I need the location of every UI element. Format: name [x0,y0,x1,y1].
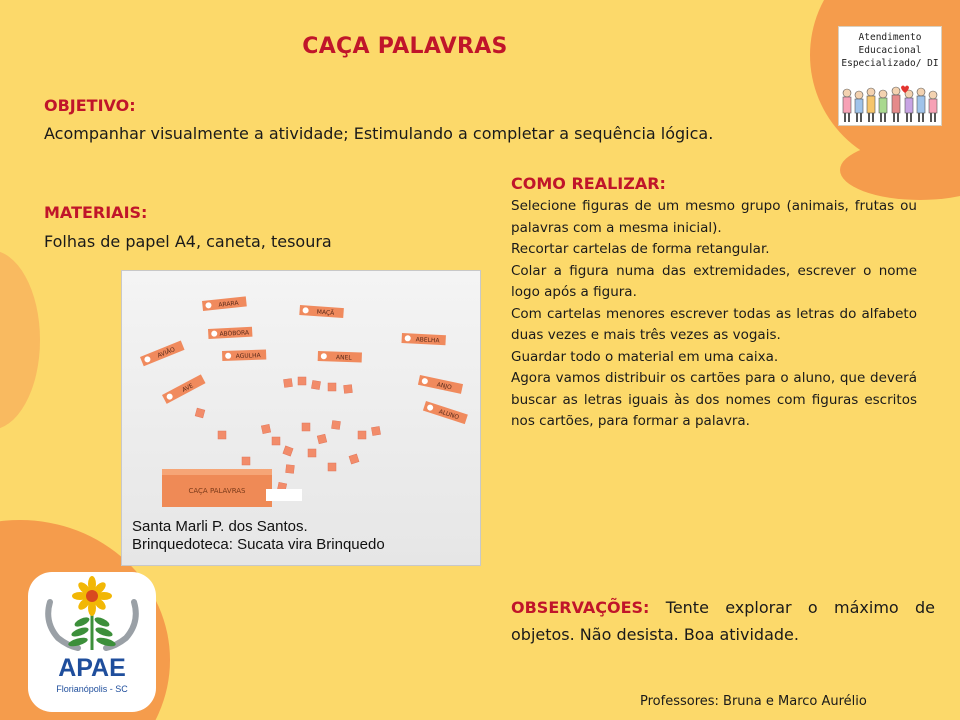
photo-box-label: CAÇA PALAVRAS [188,487,246,495]
aee-logo-line1: Atendimento [858,32,922,43]
slide-title: CAÇA PALAVRAS [302,34,508,59]
step-text: Recortar cartelas de forma retangular. [511,241,770,257]
aee-logo [838,26,942,126]
photo-card-label: ABELHA [415,336,440,345]
aee-logo-line3: Especializado/ DI [841,58,939,69]
materiais-heading: MATERIAIS: [44,203,148,222]
step-text: Selecione figuras de um mesmo grupo (animais, frutas ou palavras com a mesma inicial). [511,198,917,236]
aee-logo-line2: Educacional [858,45,922,56]
photo-card-label: MAÇÃ [316,308,335,317]
objetivo-text: Acompanhar visualmente a atividade; Estimulando a completar a sequência lógica. [44,124,714,143]
step-text: Colar a figura numa das extremidades, escrever o nome logo após a figura. [511,262,917,300]
photo-card-label: ANJO [436,381,453,392]
apae-logo-name: APAE [58,654,126,682]
como-realizar-heading: COMO REALIZAR: [511,174,666,193]
aee-logo-text [839,31,941,70]
photo-card-label: AGULHA [235,352,261,361]
photo-caption-line1: Santa Marli P. dos Santos. [132,518,308,535]
materiais-text: Folhas de papel A4, caneta, tesoura [44,232,332,251]
observacoes-text: Tente explorar o máximo de objetos. Não desista. Boa atividade. [511,598,935,644]
apae-logo [28,572,156,712]
step-text: Guardar todo o material em uma caixa. [511,348,779,365]
step-text: Agora vamos distribuir os cartões para o aluno, que deverá buscar as letras iguais às dos nomes com figuras escritos nos cartões, para formar a palavra. [511,370,917,429]
decor-blob-left [0,250,40,430]
children-illustration-icon [839,85,941,125]
footer-credits: Professores: Bruna e Marco Aurélio [640,694,867,709]
photo-card-label: ARARA [218,299,239,309]
apae-logo-city: Florianópolis - SC [56,684,128,694]
photo-card-label: ALUNO [437,408,460,422]
photo-card-label: AVE [180,382,195,394]
photo-caption [132,518,452,554]
step-text: Com cartelas menores escrever todas as letras do alfabeto duas vezes e mais três vezes as vogais. [511,305,917,343]
flower-hands-icon [28,572,156,656]
observacoes-heading: OBSERVAÇÕES: [511,598,650,617]
objetivo-heading: OBJETIVO: [44,96,136,115]
photo-card-label: ANEL [335,354,352,362]
photo-card-label: AVIÃO [156,346,177,360]
como-realizar-steps [511,196,917,433]
photo-card-label: ABÓBORA [219,329,250,338]
photo-caption-line2: Brinquedoteca: Sucata vira Brinquedo [132,536,385,553]
observacoes [511,594,935,648]
